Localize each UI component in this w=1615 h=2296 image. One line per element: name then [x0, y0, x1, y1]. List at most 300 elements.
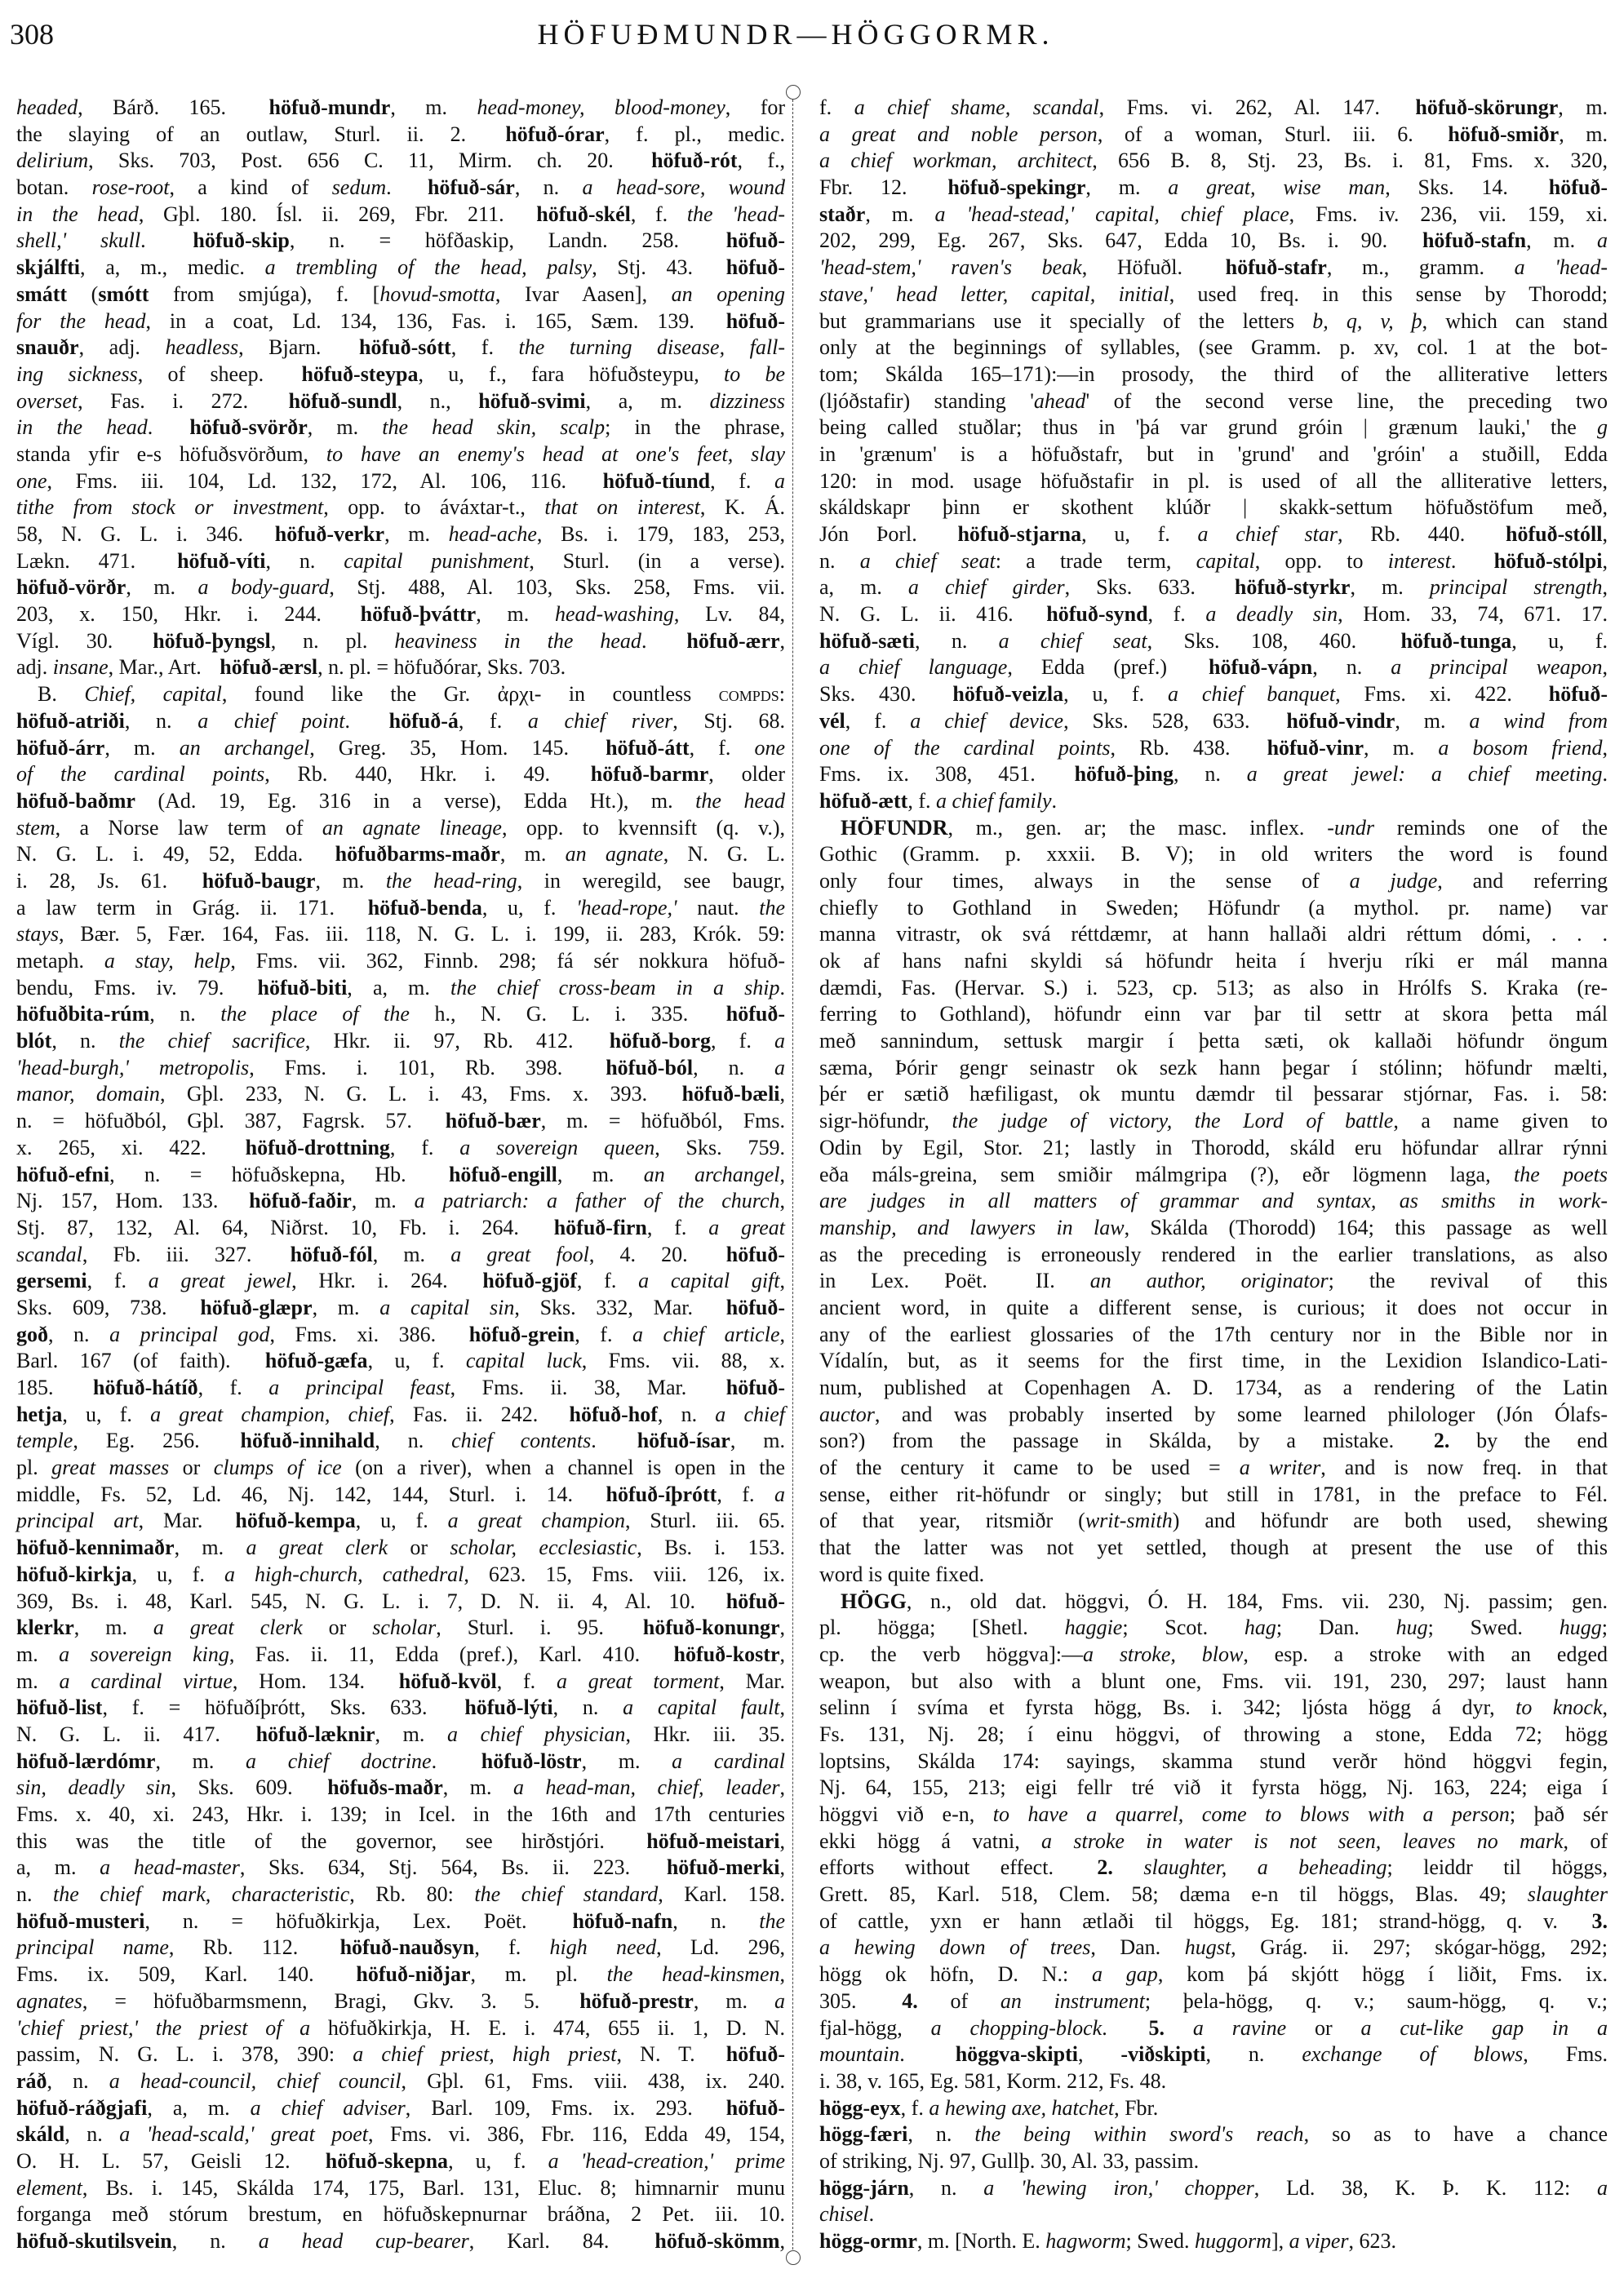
- italic-gloss: a 'head-scald,' great poet: [119, 2122, 369, 2147]
- page-number: 308: [10, 18, 54, 51]
- italic-gloss: haggie: [1064, 1616, 1123, 1640]
- text-run: , K. Á.: [699, 495, 785, 520]
- dictionary-entry-paragraph: [819, 2095, 1608, 2122]
- text-line: [819, 1508, 1608, 1535]
- italic-gloss: a chief girder: [907, 575, 1065, 600]
- text-run: , for: [725, 95, 786, 119]
- text-line: [819, 2228, 1608, 2255]
- headword: höfuð-engill: [448, 1162, 557, 1186]
- text-run: , f.: [646, 1215, 709, 1239]
- text-run: , opp. to kvennsift (q. v.),: [501, 815, 785, 840]
- text-run: 369, Bs. i. 48, Karl. 545, N. G. L. i. 7, D. N. ii. 4, Al. 10.: [16, 1589, 696, 1613]
- text-run: dæmdi, Fas. (Hervar. S.) i. 523, cp. 513; as also in Hrólfs S. Kraka (re-: [819, 975, 1608, 1000]
- text-line: [819, 1428, 1608, 1455]
- italic-gloss: that on interest: [544, 495, 700, 520]
- text-line: [819, 628, 1608, 655]
- text-run: ,: [1602, 735, 1608, 760]
- italic-gloss: a deadly sin: [1205, 602, 1338, 627]
- headword: höfuð-víti: [177, 548, 266, 573]
- text-run: , n. = höfðaskip, Landn. 258.: [289, 228, 679, 253]
- italic-gloss: chief contents: [451, 1429, 592, 1453]
- italic-gloss: scholar: [372, 1616, 437, 1640]
- headword: höfuð-barmr: [590, 762, 709, 787]
- text-line: [16, 2095, 785, 2122]
- text-run: 305.: [819, 1988, 857, 2013]
- text-run: , Fas. ii. 242.: [389, 1402, 539, 1426]
- text-run: , n. = höfuðskepna, Hb.: [109, 1162, 406, 1186]
- text-run: .: [1051, 788, 1058, 813]
- headword: höfuð-styrkr: [1234, 575, 1351, 600]
- headword: höfuð-stjarna: [957, 522, 1082, 546]
- italic-gloss: manor, domain: [16, 1082, 160, 1106]
- text-line: [16, 681, 785, 708]
- small-caps-text: compds: [718, 682, 779, 707]
- text-run: ,: [779, 1828, 785, 1853]
- italic-gloss: slaughter: [1527, 1882, 1608, 1907]
- text-run: , a, m.: [585, 388, 710, 413]
- text-run: from smjúga), f. [: [149, 281, 380, 306]
- text-run: , m.: [384, 522, 449, 546]
- text-run: högg ok höfn, D. N.:: [819, 1962, 1092, 1987]
- text-run: .: [899, 2042, 905, 2067]
- text-run: Sks. 430.: [819, 682, 916, 707]
- italic-gloss: mountain: [819, 2042, 900, 2067]
- headword: höfuð-kostr: [673, 1642, 780, 1666]
- text-line: [16, 1535, 785, 1562]
- text-run: , n. = höfuðkirkja, Lex. Poët.: [144, 1908, 527, 1933]
- text-run: pl.: [16, 1456, 52, 1480]
- text-line: [819, 1882, 1608, 1908]
- text-run: Fms. ix. 509, Karl. 140.: [16, 1962, 314, 1987]
- text-run: skáldskapr þinn er skothent klúðr | skakk-settum höfuðstöfum með,: [819, 495, 1608, 520]
- text-run: , Sks. 14.: [1385, 175, 1508, 200]
- text-line: [16, 1428, 785, 1455]
- text-line: [16, 1322, 785, 1349]
- headword: höfuð-faðir: [249, 1189, 352, 1213]
- italic-gloss: a 'head-creation,' prime: [548, 2148, 785, 2173]
- text-run: N. G. L. i. 49, 52, Edda.: [16, 842, 304, 867]
- text-run: , f.: [576, 1269, 639, 1293]
- text-run: , which can stand: [1422, 308, 1608, 333]
- headword: höfuð-kempa: [235, 1509, 356, 1533]
- text-run: a, m.: [16, 1855, 100, 1880]
- dictionary-entry-paragraph: [819, 815, 1608, 1589]
- italic-gloss: a chief seat: [998, 628, 1147, 653]
- text-run: , Höfuðl.: [1081, 255, 1182, 280]
- headword: höfuð-: [725, 255, 786, 280]
- italic-gloss: the head: [695, 788, 785, 813]
- text-run: adj.: [16, 655, 53, 680]
- text-line: [819, 1642, 1608, 1669]
- text-run: Fbr. 12.: [819, 175, 907, 200]
- text-line: [819, 1828, 1608, 1855]
- text-run: , f.: [1147, 602, 1206, 627]
- text-line: [16, 414, 785, 441]
- text-line: [819, 1722, 1608, 1749]
- text-line: [819, 1215, 1608, 1242]
- text-run: : a trade term,: [995, 548, 1196, 573]
- text-run: .: [344, 708, 350, 733]
- text-run: , f.: [710, 1029, 774, 1053]
- text-line: [16, 361, 785, 388]
- italic-gloss: a stay, help: [104, 949, 231, 973]
- italic-gloss: a chief star: [1197, 522, 1338, 546]
- italic-gloss: ing sickness: [16, 361, 138, 386]
- text-run: in Lex. Poët.: [819, 1269, 987, 1293]
- text-run: , f.: [689, 735, 755, 760]
- text-line: [16, 1242, 785, 1269]
- italic-gloss: a: [1597, 228, 1608, 253]
- text-run: , Bs. i. 153.: [637, 1536, 785, 1560]
- text-run: ],: [1271, 2229, 1289, 2253]
- headword: HÖGG: [841, 1589, 907, 1613]
- text-line: [16, 1268, 785, 1295]
- text-run: ,: [779, 1322, 785, 1346]
- italic-gloss: a: [774, 1482, 785, 1506]
- headword: snauðr: [16, 335, 79, 360]
- text-run: , m., gen. ar; the masc. inflex. -: [947, 815, 1334, 840]
- italic-gloss: a head-sore, wound: [582, 175, 786, 200]
- text-run: sigr-höfundr,: [819, 1109, 952, 1133]
- headword: höfuð-læknir: [255, 1722, 375, 1746]
- headword: höfuð-ærr: [686, 628, 780, 653]
- headword: höfuð-skutilsvein: [16, 2229, 172, 2253]
- headword: höfuð-hátíð: [93, 1376, 198, 1399]
- text-run: , Fms.: [1523, 2042, 1608, 2067]
- column-left: [16, 95, 785, 2255]
- headword: höfuð-sár: [427, 175, 515, 200]
- italic-gloss: a chief shame, scandal: [854, 95, 1099, 119]
- text-line: [819, 2015, 1608, 2042]
- headword: höfuð-: [1548, 175, 1608, 200]
- headword: höfuð-skepna: [325, 2148, 449, 2173]
- text-run: .: [1602, 762, 1608, 787]
- headword: höfuð-rót: [651, 148, 738, 173]
- headword: smátt: [16, 281, 68, 306]
- headword: höfuð-grein: [468, 1322, 575, 1346]
- text-run: þér er sætið hæfiligast, ok muntu dæmdr til þessarar stjórnar, Fas. i. 58:: [819, 1082, 1608, 1106]
- italic-gloss: the chief cross-beam in a ship: [450, 975, 780, 1000]
- italic-gloss: stave,' head letter, capital, initial: [819, 281, 1169, 306]
- headword: höfuðs-maðr: [327, 1775, 443, 1800]
- text-run: , used freq. in this sense by Thorodd;: [1169, 281, 1608, 306]
- text-run: , f. pl., medic.: [604, 122, 786, 146]
- italic-gloss: a great torment: [556, 1669, 720, 1693]
- text-line: [819, 1482, 1608, 1509]
- headword: höfuð-tíund: [602, 468, 711, 493]
- headword: höfuð-þing: [1074, 762, 1174, 787]
- text-run: , u, f., fara höfuðsteypu,: [418, 361, 724, 386]
- italic-gloss: a: [774, 468, 785, 493]
- text-line: [16, 1695, 785, 1722]
- italic-gloss: a capital fault: [623, 1695, 780, 1720]
- italic-gloss: a great clerk: [153, 1616, 303, 1640]
- text-line: [819, 601, 1608, 628]
- headword: höfuð-nafn: [572, 1908, 673, 1933]
- text-run: , a, m.: [347, 975, 451, 1000]
- text-run: , m., gramm.: [1326, 255, 1515, 280]
- text-line: [819, 548, 1608, 575]
- text-line: [16, 815, 785, 842]
- headword: höfuð-: [725, 1376, 786, 1399]
- text-run: 58, N. G. L. i. 346.: [16, 522, 244, 546]
- text-line: [819, 895, 1608, 922]
- headword: höfuð-sundl: [288, 388, 397, 413]
- italic-gloss: a high-church, cathedral: [224, 1562, 464, 1586]
- text-run: m.: [16, 1669, 60, 1693]
- text-line: [16, 1081, 785, 1108]
- italic-gloss: capital luck: [465, 1349, 582, 1373]
- text-run: ; Swed.: [1125, 2229, 1196, 2253]
- text-run: , Sks. 634, Stj. 564, Bs. ii. 223.: [239, 1855, 631, 1880]
- italic-gloss: element: [16, 2175, 82, 2200]
- text-run: ; in the phrase,: [605, 415, 786, 440]
- text-run: , Barl. 109, Fms. ix. 293.: [405, 2095, 693, 2120]
- headword: klerkr: [16, 1616, 74, 1640]
- italic-gloss: the head-ring: [385, 868, 517, 893]
- italic-gloss: a capital sin: [379, 1295, 515, 1319]
- text-line: [819, 1348, 1608, 1375]
- headword: smótt: [98, 281, 149, 306]
- text-run: , m.: [312, 1295, 380, 1319]
- text-run: Gothic (Gramm. p. xxxii. B. V); in old writers the word is found: [819, 842, 1608, 867]
- text-line: [819, 1562, 1608, 1589]
- italic-gloss: one: [754, 735, 785, 760]
- headword: höfuð-efni: [16, 1162, 110, 1186]
- text-run: , Sks. 609.: [171, 1775, 293, 1800]
- headword: höfuð-drottning: [245, 1135, 390, 1159]
- italic-gloss: a: [774, 1029, 785, 1053]
- headword: vél: [819, 708, 845, 733]
- text-run: , Hom. 33, 74, 671. 17.: [1338, 602, 1608, 627]
- headword: höfuð-skél: [536, 202, 631, 226]
- text-run: , n.: [1312, 655, 1391, 680]
- text-run: , Hkr. ii. 97, Rb. 412.: [304, 1029, 574, 1053]
- text-run: any of the earliest glossaries of the 17th century nor in the Bible nor in: [819, 1322, 1608, 1346]
- headword: höfuð-vápn: [1209, 655, 1313, 680]
- text-run: , a Norse law term of: [55, 815, 322, 840]
- italic-gloss: the head-kinsmen: [606, 1962, 780, 1987]
- text-run: (: [67, 281, 99, 306]
- text-line: [16, 761, 785, 788]
- text-run: [1113, 1855, 1143, 1879]
- italic-gloss: a gap: [1092, 1962, 1158, 1987]
- text-line: [16, 2041, 785, 2068]
- headword: höfuð-musteri: [16, 1908, 145, 1933]
- text-run: (ljóðstafir) standing ': [819, 388, 1034, 413]
- italic-gloss: 'head-stem,' raven's beak: [819, 255, 1082, 280]
- text-run: , Fb. iii. 327.: [82, 1242, 252, 1266]
- text-run: höggvi við e-n,: [819, 1802, 993, 1826]
- italic-gloss: a trembling of the head, palsy: [264, 255, 592, 280]
- text-line: [16, 388, 785, 415]
- italic-gloss: manship, and lawyers in law: [819, 1215, 1125, 1239]
- text-run: of cattle, yxn er hann ætlaði til höggs, Eg. 181; strand-högg, q. v.: [819, 1908, 1558, 1933]
- headword: höfuðbita-rúm: [16, 1002, 150, 1026]
- text-run: , Hkr. iii. 35.: [625, 1722, 786, 1746]
- text-run: the slaying of an outlaw, Sturl. ii. 2.: [16, 122, 467, 146]
- headword: högg-færi: [819, 2122, 908, 2147]
- text-line: [819, 1855, 1608, 1882]
- text-line: [819, 574, 1608, 601]
- headword: höfuð-nauðsyn: [339, 1935, 475, 1960]
- headword: blót: [16, 1029, 52, 1053]
- text-run: , m.: [351, 1189, 415, 1213]
- text-run: ekki högg á vatni,: [819, 1828, 1042, 1853]
- text-line: [16, 281, 785, 308]
- text-run: , Stj. 68.: [672, 708, 785, 733]
- text-run: , n.: [693, 1055, 775, 1079]
- text-run: , Mar.: [719, 1669, 785, 1693]
- text-run: , and was probably inserted by some learned philologer (Jón Ólafs-: [874, 1402, 1608, 1426]
- text-line: [819, 2095, 1608, 2122]
- text-line: [16, 2228, 785, 2255]
- text-run: , a, m.: [147, 2095, 251, 2120]
- italic-gloss: a chief priest, high priest: [353, 2042, 617, 2067]
- headword: -viðskipti: [1120, 2042, 1206, 2067]
- dictionary-entry-paragraph: [819, 1589, 1608, 2095]
- text-run: , Mar., Art.: [108, 655, 202, 680]
- italic-gloss: hug: [1395, 1616, 1428, 1640]
- text-line: [819, 1988, 1608, 2015]
- text-line: [16, 122, 785, 148]
- text-run: , Sks. 108, 460.: [1147, 628, 1357, 653]
- italic-gloss: g: [1597, 415, 1608, 440]
- italic-gloss: shell,' skull: [16, 228, 141, 253]
- text-run: as the preceding is erroneously rendered in the earlier translations, as also: [819, 1242, 1608, 1266]
- text-run: ,: [779, 1962, 785, 1987]
- headword: höfuð-mundr: [268, 95, 391, 119]
- text-run: .: [779, 975, 786, 1000]
- headword: höfuð-: [725, 1242, 786, 1266]
- text-run: ,: [779, 1855, 786, 1880]
- text-run: , 623. 15, Fms. viii. 126, ix.: [464, 1562, 785, 1586]
- text-run: , m.: [693, 1988, 774, 2013]
- text-run: , f.: [197, 1376, 269, 1399]
- text-line: [819, 1055, 1608, 1082]
- text-run: , 623.: [1348, 2229, 1397, 2253]
- text-line: [16, 895, 785, 922]
- italic-gloss: sedum: [331, 175, 387, 200]
- italic-gloss: scandal: [16, 1242, 82, 1266]
- text-line: [819, 228, 1608, 255]
- italic-gloss: headed: [16, 95, 78, 119]
- headword: höfuð-: [725, 1589, 786, 1613]
- headword: höfuð-þváttr: [360, 602, 477, 627]
- text-run: , Greg. 35, Hom. 145.: [309, 735, 569, 760]
- headword: höfuð-sæti: [819, 628, 916, 653]
- text-run: (on a river), when a channel is open in the: [341, 1456, 785, 1480]
- text-line: [16, 1722, 785, 1749]
- headword: höfuð-borg: [609, 1029, 711, 1053]
- italic-gloss: overset: [16, 388, 78, 413]
- text-run: , Mar.: [138, 1509, 203, 1533]
- italic-gloss: of the cardinal points: [16, 762, 265, 787]
- headword: höfuð-ból: [606, 1055, 694, 1079]
- text-line: [16, 708, 785, 735]
- text-line: [16, 1135, 785, 1162]
- text-run: fjal-högg,: [819, 2015, 931, 2040]
- text-run: , of: [1563, 1828, 1608, 1853]
- text-line: [16, 1108, 785, 1135]
- text-line: [16, 1669, 785, 1695]
- text-run: , m.: [390, 95, 477, 119]
- italic-gloss: the place of the: [220, 1002, 410, 1026]
- headword: höfuð-: [725, 228, 786, 253]
- text-run: , Sks. 759.: [654, 1135, 785, 1159]
- text-run: metaph.: [16, 949, 104, 973]
- text-run: a law term in Grág. ii. 171.: [16, 895, 335, 920]
- text-run: , m.: [499, 842, 566, 867]
- italic-gloss: a chief seat: [859, 548, 996, 573]
- italic-gloss: a chief article: [632, 1322, 780, 1346]
- headword: höfuð-firn: [553, 1215, 647, 1239]
- text-line: [819, 308, 1608, 335]
- text-run: , m.: [865, 202, 935, 226]
- text-run: chiefly to Gothland in Sweden; Höfundr (a mythol. pr. name) var: [819, 895, 1608, 920]
- text-run: Nj. 64, 155, 213; eigi fellr tré við it fyrsta högg, Nj. 163, 224; eiga í: [819, 1775, 1608, 1800]
- text-run: , n.: [672, 1908, 760, 1933]
- italic-gloss: a ravine: [1192, 2015, 1287, 2040]
- text-line: [819, 681, 1608, 708]
- italic-gloss: head-washing: [554, 602, 674, 627]
- text-run: cp. the verb höggva]:—: [819, 1642, 1083, 1666]
- headword: höfuð-: [725, 1002, 785, 1026]
- text-run: reminds one of the: [1373, 815, 1608, 840]
- text-run: ,: [1602, 548, 1608, 573]
- text-run: , n.: [1173, 762, 1247, 787]
- headword: HÖFUNDR: [841, 815, 948, 840]
- dictionary-entry-paragraph: [819, 95, 1608, 815]
- text-line: [819, 761, 1608, 788]
- text-line: [16, 1828, 785, 1855]
- text-run: ,: [779, 1616, 785, 1640]
- italic-gloss: stem: [16, 815, 55, 840]
- text-run: , n.: [149, 1002, 221, 1026]
- italic-gloss: an agnate: [565, 842, 663, 867]
- text-run: , Fms. vii. 88, x.: [581, 1349, 785, 1373]
- text-run: ,: [779, 1269, 785, 1293]
- text-line: [16, 1882, 785, 1908]
- text-run: , Ld. 296,: [656, 1935, 785, 1960]
- headword: höfuð-ráðgjafi: [16, 2095, 148, 2120]
- text-run: ,: [1602, 575, 1608, 600]
- text-run: , u, f.: [1081, 522, 1198, 546]
- italic-gloss: a judge: [1349, 868, 1438, 893]
- text-run: or: [169, 1456, 214, 1480]
- italic-gloss: a 'head-: [1514, 255, 1608, 280]
- text-line: [16, 228, 785, 255]
- headword: höfuð-kirkja: [16, 1562, 132, 1586]
- text-line: [819, 841, 1608, 868]
- headword: höfuð-atriði: [16, 708, 125, 733]
- text-run: ; Scot.: [1122, 1616, 1245, 1640]
- italic-gloss: heaviness in the head: [394, 628, 641, 653]
- text-run: , n.: [124, 708, 198, 733]
- text-run: , u, f.: [131, 1562, 224, 1586]
- italic-gloss: hugst: [1184, 1935, 1231, 1960]
- italic-gloss: the chief sacrifice: [118, 1029, 305, 1053]
- text-line: [819, 735, 1608, 762]
- text-line: [819, 1455, 1608, 1482]
- text-run: , m.: [1395, 708, 1470, 733]
- text-line: [819, 281, 1608, 308]
- text-run: , u, f.: [62, 1402, 151, 1426]
- italic-gloss: a great and noble person: [819, 122, 1098, 146]
- text-run: , m.: [1559, 122, 1608, 146]
- italic-gloss: undr: [1333, 815, 1374, 840]
- text-run: , n.: [908, 2175, 984, 2200]
